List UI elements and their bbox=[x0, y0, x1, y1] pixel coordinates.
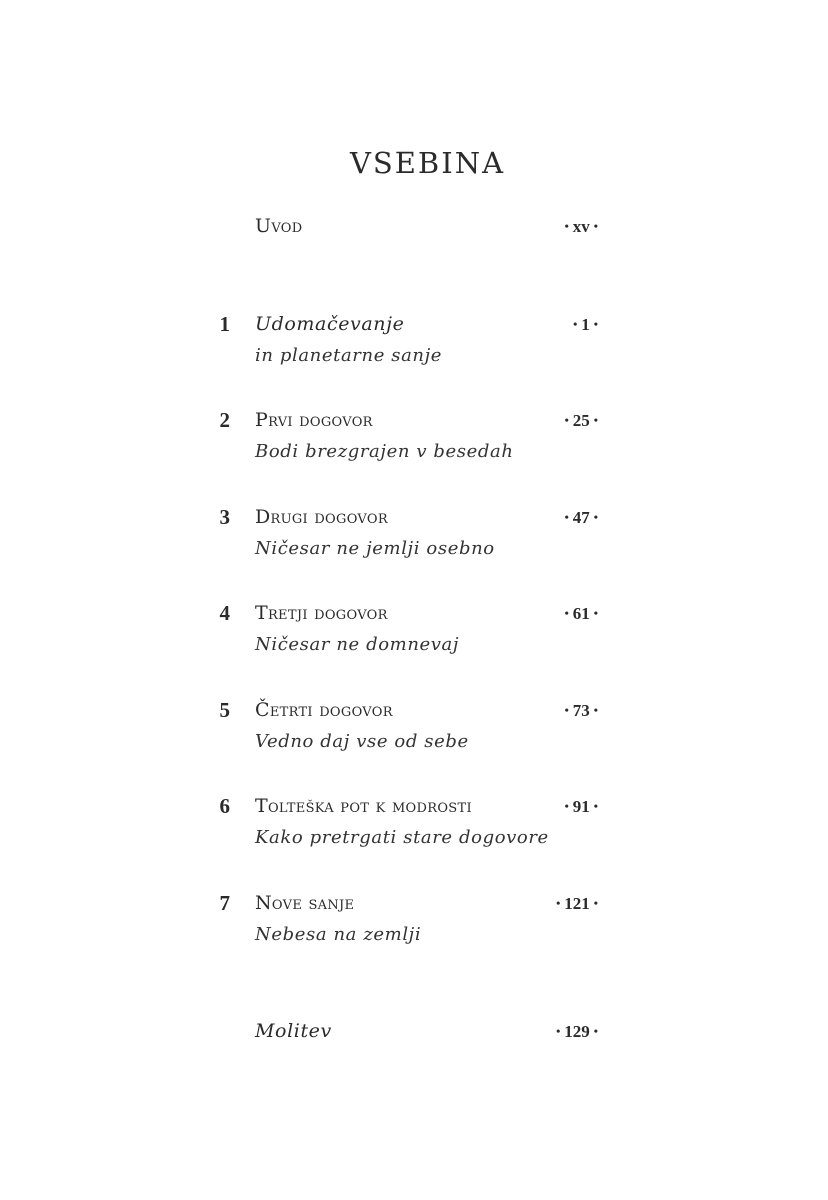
entry-title: Udomačevanje bbox=[255, 313, 405, 335]
toc-entry-chapter-5 bbox=[0, 696, 828, 766]
toc-entry-chapter-7 bbox=[0, 889, 828, 959]
entry-page-number bbox=[552, 1017, 602, 1046]
entry-number: 1 bbox=[219, 312, 230, 336]
bullet-icon: • bbox=[593, 606, 598, 620]
entry-subtitle: Bodi brezgrajen v besedah bbox=[255, 441, 514, 462]
bullet-icon: • bbox=[593, 317, 598, 331]
entry-title: Tolteška pot k modrosti bbox=[255, 795, 472, 817]
entry-subtitle: Kako pretrgati stare dogovore bbox=[255, 827, 549, 848]
entry-subtitle: Ničesar ne domnevaj bbox=[255, 634, 460, 655]
bullet-icon: • bbox=[593, 799, 598, 813]
entry-page-number bbox=[552, 889, 602, 918]
toc-entry-chapter-3 bbox=[0, 503, 828, 573]
page-number-value: 129 bbox=[564, 1022, 590, 1041]
page-number-value: 47 bbox=[572, 508, 590, 527]
toc-entry-chapter-1 bbox=[0, 310, 828, 380]
entry-subtitle: Vedno daj vse od sebe bbox=[255, 731, 469, 752]
bullet-icon: • bbox=[564, 606, 569, 620]
entry-page-number bbox=[561, 406, 602, 435]
page-title: VSEBINA bbox=[349, 146, 506, 180]
entry-page-number bbox=[561, 792, 602, 821]
entry-title: Uvod bbox=[255, 215, 303, 237]
entry-number: 2 bbox=[219, 408, 230, 432]
bullet-icon: • bbox=[593, 896, 598, 910]
page-number-value: 1 bbox=[581, 315, 590, 334]
entry-page-number bbox=[561, 599, 602, 628]
toc-entry-chapter-6 bbox=[0, 792, 828, 862]
bullet-icon: • bbox=[593, 413, 598, 427]
page-number-value: 61 bbox=[572, 604, 590, 623]
page-number-value: 73 bbox=[572, 701, 590, 720]
bullet-icon: • bbox=[556, 1024, 561, 1038]
entry-page-number bbox=[561, 503, 602, 532]
bullet-icon: • bbox=[593, 219, 598, 233]
entry-page-number bbox=[561, 696, 602, 725]
toc-entry-prayer bbox=[0, 1017, 828, 1087]
toc-entry-introduction bbox=[0, 212, 828, 282]
entry-title: Nove sanje bbox=[255, 892, 355, 914]
entry-page-number bbox=[561, 212, 602, 241]
entry-number: 6 bbox=[219, 794, 230, 818]
page-number-value: 121 bbox=[564, 894, 590, 913]
toc-entry-chapter-2 bbox=[0, 406, 828, 476]
bullet-icon: • bbox=[573, 317, 578, 331]
bullet-icon: • bbox=[564, 703, 569, 717]
bullet-icon: • bbox=[593, 1024, 598, 1038]
bullet-icon: • bbox=[564, 799, 569, 813]
page-number-value: 25 bbox=[572, 411, 590, 430]
entry-title: Prvi dogovor bbox=[255, 409, 373, 431]
entry-number: 4 bbox=[219, 601, 230, 625]
page-number-value: xv bbox=[572, 217, 590, 236]
entry-page-number bbox=[569, 310, 602, 339]
bullet-icon: • bbox=[564, 510, 569, 524]
bullet-icon: • bbox=[564, 219, 569, 233]
entry-subtitle: Ničesar ne jemlji osebno bbox=[255, 538, 495, 559]
entry-title: Četrti dogovor bbox=[255, 699, 393, 721]
entry-title: Molitev bbox=[255, 1020, 332, 1042]
entry-number: 5 bbox=[219, 698, 230, 722]
entry-subtitle: in planetarne sanje bbox=[255, 345, 443, 366]
entry-title: Tretji dogovor bbox=[255, 602, 388, 624]
bullet-icon: • bbox=[593, 510, 598, 524]
entry-subtitle: Nebesa na zemlji bbox=[255, 924, 422, 945]
page-number-value: 91 bbox=[572, 797, 590, 816]
entry-number: 3 bbox=[219, 505, 230, 529]
bullet-icon: • bbox=[556, 896, 561, 910]
bullet-icon: • bbox=[593, 703, 598, 717]
toc-entry-chapter-4 bbox=[0, 599, 828, 669]
entry-number: 7 bbox=[219, 891, 230, 915]
bullet-icon: • bbox=[564, 413, 569, 427]
entry-title: Drugi dogovor bbox=[255, 506, 388, 528]
